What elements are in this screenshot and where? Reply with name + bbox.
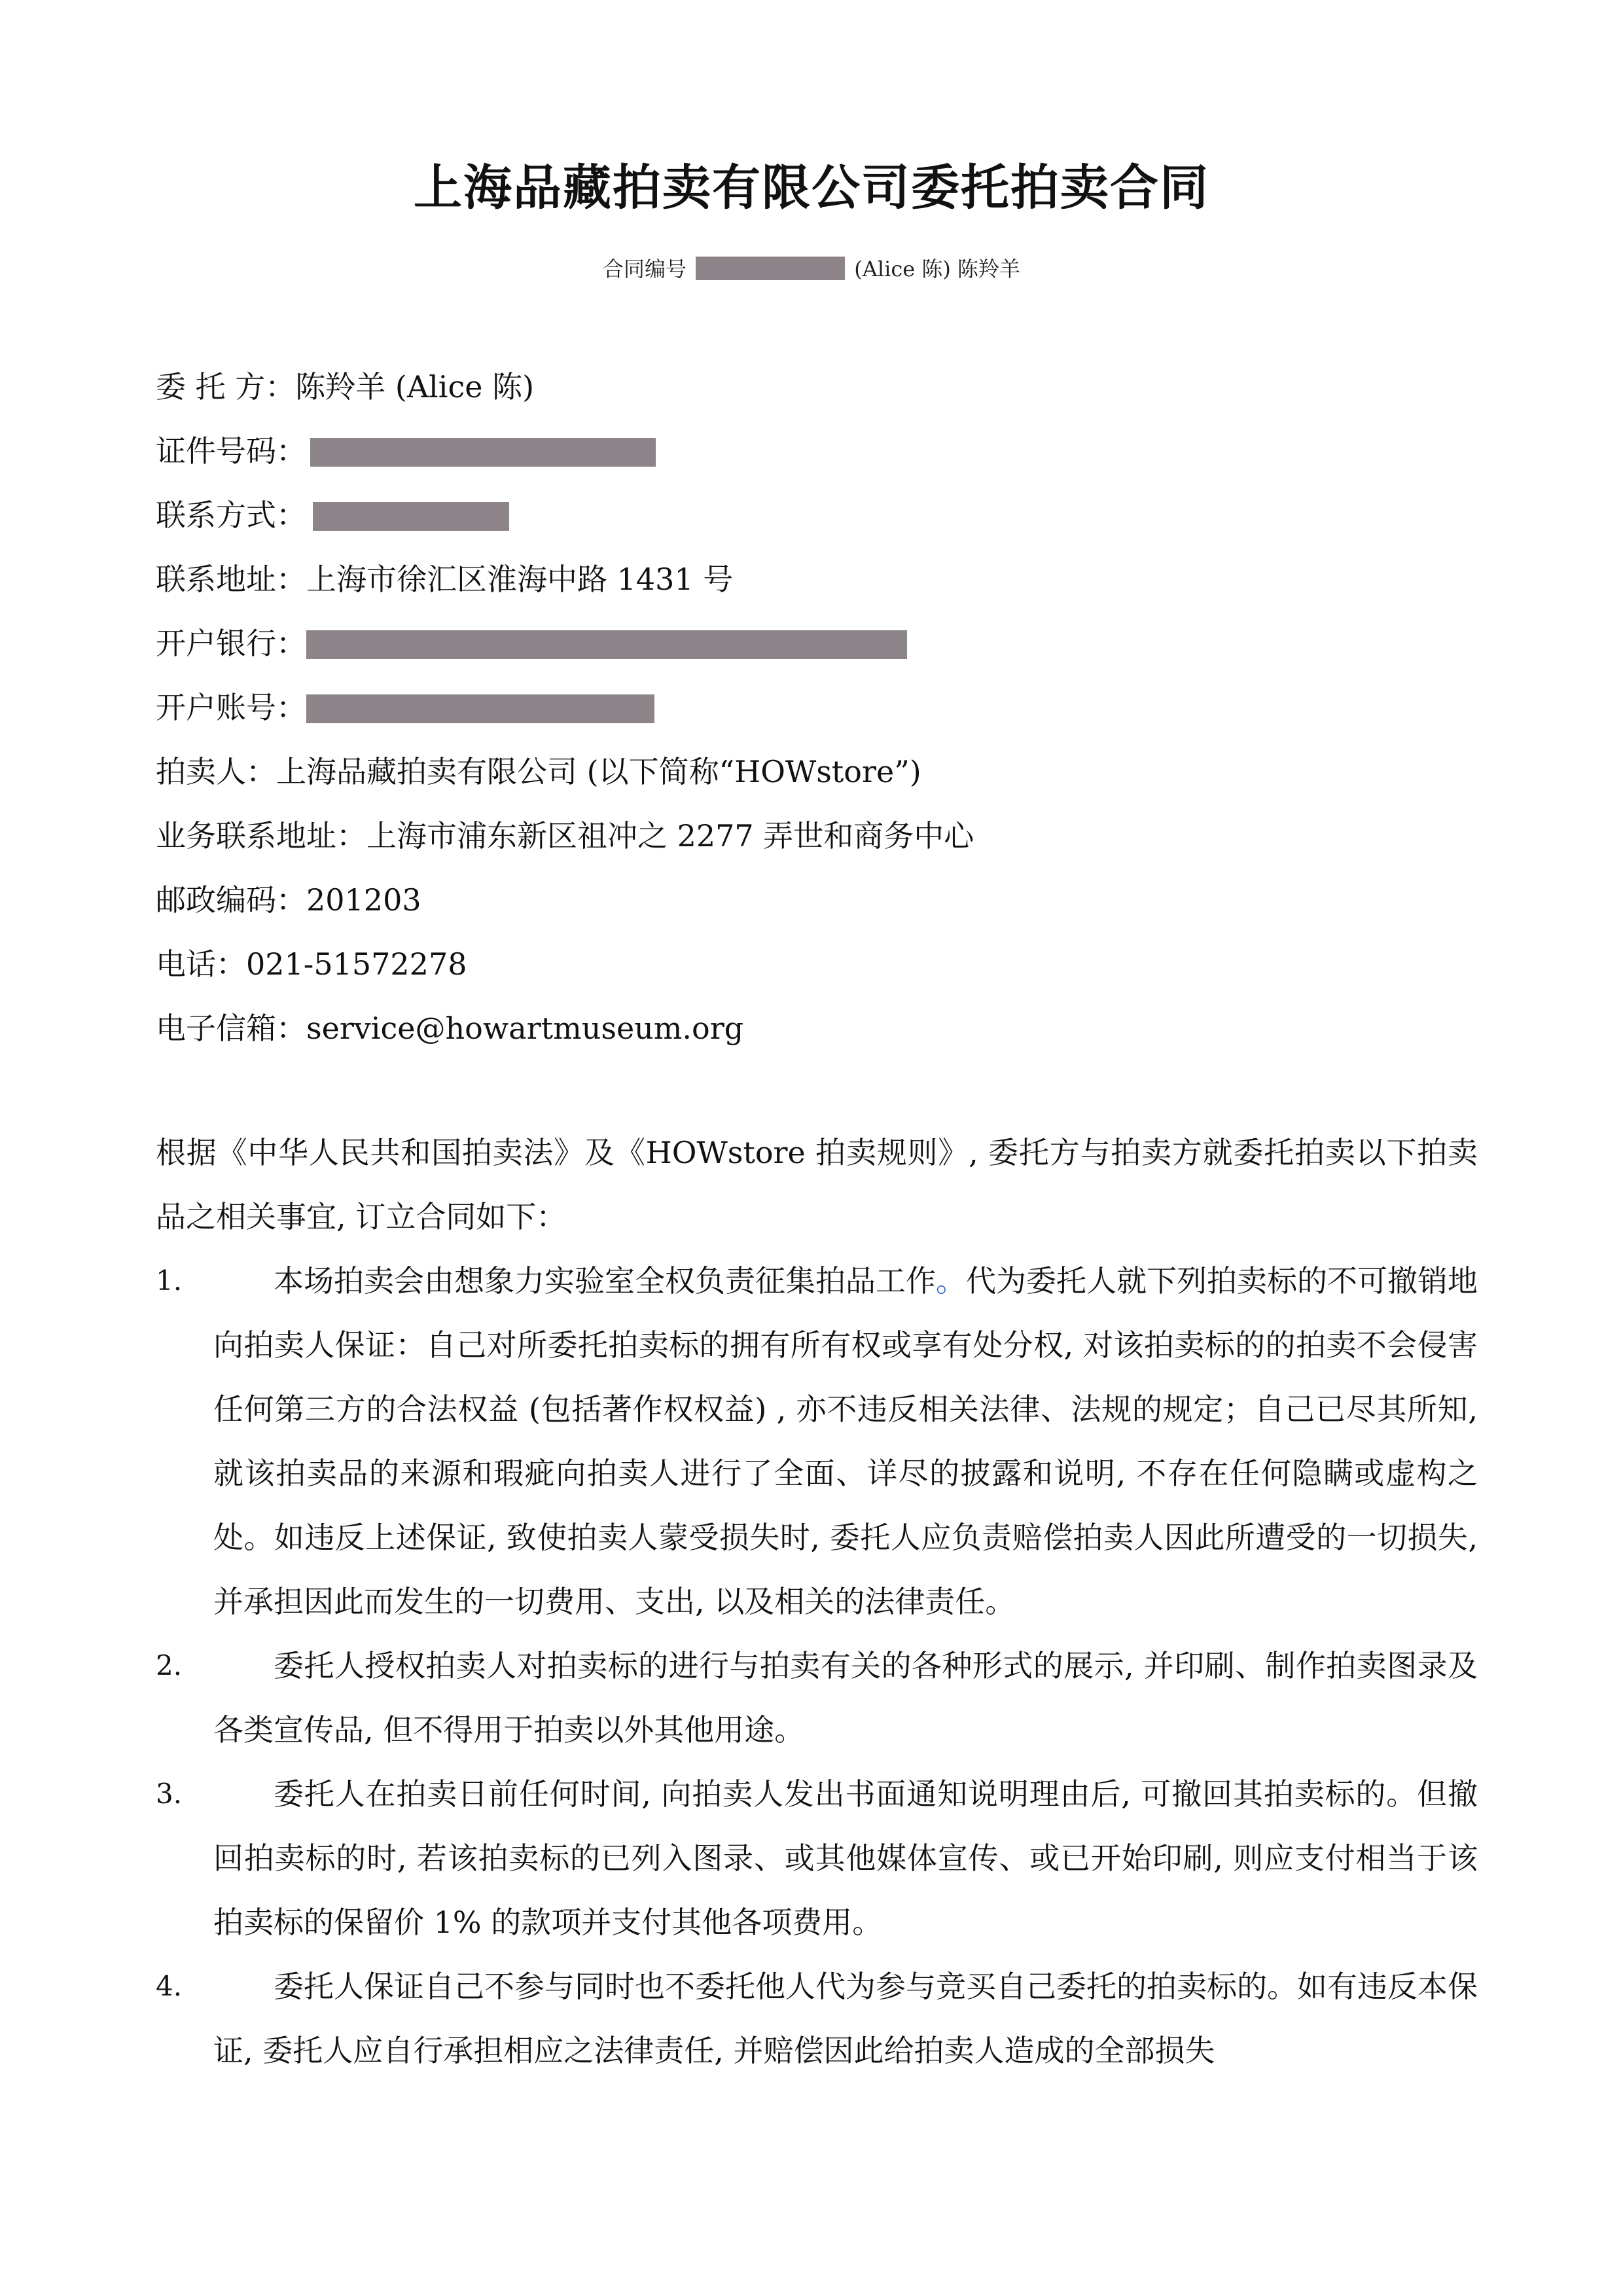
clause-number: 3. [156,1778,183,1810]
clause-text: 委托人授权拍卖人对拍卖标的进行与拍卖有关的各种形式的展示, 并印刷、制作拍卖图录及各类宣传品, 但不得用于拍卖以外其他用途。 [213,1648,1478,1748]
party-row-address [156,547,1478,611]
principal-label: 委 托 方： [156,369,296,404]
contract-body [156,1121,1478,2083]
clause-1-dot: 。 [936,1263,966,1299]
document-title: 上海品藏拍卖有限公司委托拍卖合同 [414,160,1209,216]
party-row-business-address [156,804,1478,868]
contract-number-suffix: (Alice 陈) 陈羚羊 [854,257,1021,281]
phone-label: 电话： [156,946,246,982]
account-redaction [306,694,654,723]
auctioneer-value: 上海品藏拍卖有限公司 (以下简称“HOWstore”) [276,754,921,789]
contract-number-line [0,253,1623,283]
postcode-label: 邮政编码： [156,882,306,918]
party-row-account [156,675,1478,740]
phone-value: 021-51572278 [246,946,467,982]
party-row-principal [156,355,1478,419]
clause-number: 1. [156,1265,183,1297]
clause-number: 2. [156,1649,183,1681]
contract-number-redaction [696,257,845,280]
email-label: 电子信箱： [156,1011,306,1046]
clause-2 [156,1634,1478,1762]
business-address-value: 上海市浦东新区祖冲之 2277 弄世和商务中心 [366,818,974,853]
business-address-label: 业务联系地址： [156,818,366,853]
clause-text: 委托人保证自己不参与同时也不委托他人代为参与竞买自己委托的拍卖标的。如有违反本保证, 委托人应自行承担相应之法律责任, 并赔偿因此给拍卖人造成的全部损失 [213,1969,1478,2068]
postcode-value: 201203 [306,882,421,918]
contact-label: 联系方式： [156,497,306,533]
email-value: service@howartmuseum.org [306,1011,744,1046]
clause-text: 委托人在拍卖日前任何时间, 向拍卖人发出书面通知说明理由后, 可撤回其拍卖标的。但撤回拍卖标的时, 若该拍卖标的已列入图录、或其他媒体宣传、或已开始印刷, 则应支付相当于该拍卖标的保留价 1% 的款项并支付其他各项费用。 [213,1776,1478,1940]
id-number-redaction [310,438,656,467]
clause-3 [156,1762,1478,1954]
party-row-bank [156,611,1478,675]
clause-1 [156,1249,1478,1634]
address-value: 上海市徐汇区淮海中路 1431 号 [306,562,734,597]
party-row-email [156,996,1478,1060]
clause-4 [156,1954,1478,2083]
principal-value: 陈羚羊 (Alice 陈) [295,369,535,404]
bank-redaction [306,630,907,659]
party-row-id-number [156,419,1478,483]
contact-redaction [313,502,509,531]
party-row-auctioneer [156,740,1478,804]
contract-number-label: 合同编号 [602,257,687,281]
account-label: 开户账号： [156,690,306,725]
auctioneer-label: 拍卖人： [156,754,276,789]
bank-label: 开户银行： [156,626,306,661]
address-label: 联系地址： [156,562,306,597]
clause-1-text-b: 代为委托人就下列拍卖标的不可撤销地向拍卖人保证：自己对所委托拍卖标的拥有所有权或享有处分权, 对该拍卖标的的拍卖不会侵害任何第三方的合法权益 (包括著作权权益) , 亦不违反相关法律、法规的规定；自己已尽其所知, 就该拍卖品的来源和瑕疵向拍卖人进行了全面、详尽的披露和说明, 不存在任何隐瞒或虚构之处。如违反上述保证, 致使拍卖人蒙受损失时, 委托人应负责赔偿拍卖人因此所遭受的一切损失, 并承担因此而发生的一切费用、支出, 以及相关的法律责任。 [213,1263,1478,1619]
clause-1-text-a: 本场拍卖会由想象力实验室全权负责征集拍品工作 [274,1263,936,1299]
party-row-phone [156,932,1478,996]
party-row-postcode [156,868,1478,932]
party-row-contact [156,483,1478,547]
clause-text [213,1249,1478,1634]
clause-number: 4. [156,1970,183,2002]
id-number-label: 证件号码： [156,433,306,469]
party-info-block [156,355,1478,1060]
intro-paragraph: 根据《中华人民共和国拍卖法》及《HOWstore 拍卖规则》, 委托方与拍卖方就委托拍卖以下拍卖品之相关事宜, 订立合同如下： [156,1135,1478,1234]
